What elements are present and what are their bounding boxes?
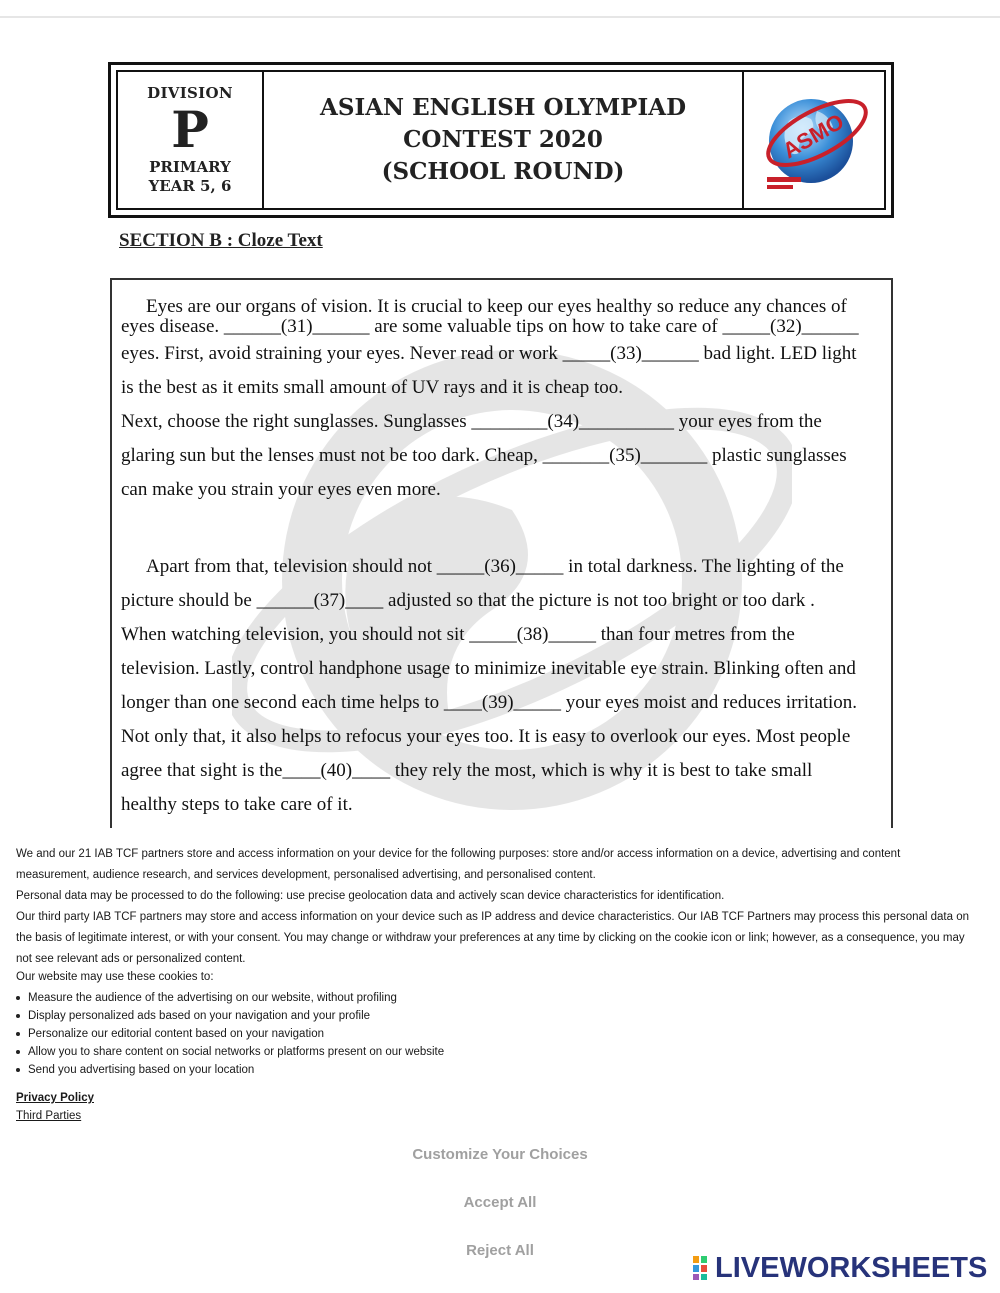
logo-text: ASMO bbox=[778, 108, 849, 164]
division-label: DIVISION bbox=[147, 84, 233, 102]
privacy-policy-link[interactable]: Privacy Policy bbox=[16, 1092, 94, 1104]
passage-line: is the best as it emits small amount of UV rays and it is cheap too. bbox=[121, 377, 624, 398]
division-panel bbox=[118, 72, 264, 208]
paragraph-2 bbox=[121, 550, 886, 822]
brand-name: LIVEWORKSHEETS bbox=[715, 1252, 988, 1284]
title-line2: CONTEST 2020 bbox=[403, 126, 603, 153]
consent-text-cookies-intro: Our website may use these cookies to: bbox=[16, 971, 214, 983]
consent-text-partners: Our third party IAB TCF partners may store and access information on your device such as IP address and device characteristics. Our IAB TCF Partners may process this personal data on the basis of legitimate interest, or with your consent. You may change or withdraw your preferences at any time by clicking on the cookie icon or link; however, as a consequence, you may not see relevant ads or personalized content. bbox=[16, 911, 970, 965]
consent-text-personal-data: Personal data may be processed to do the following: use precise geolocation data and actively scan device characteristics for identification. bbox=[16, 890, 725, 902]
passage-line: television. Lastly, control handphone usage to minimize inevitable eye strain. Blinking often and bbox=[121, 658, 856, 679]
passage-line: healthy steps to take care of it. bbox=[121, 794, 353, 815]
contest-header bbox=[108, 62, 894, 218]
passage-line: Not only that, it also helps to refocus your eyes too. It is easy to overlook our eyes. Most people bbox=[121, 726, 851, 747]
passage-line: Eyes are our organs of vision. It is crucial to keep our eyes healthy so reduce any chances of bbox=[146, 296, 847, 317]
title-line3: (SCHOOL ROUND) bbox=[381, 158, 625, 185]
cookie-purpose-list bbox=[16, 989, 444, 1079]
passage-line: glaring sun but the lenses must not be too dark. Cheap, _______(35)_______ plastic sunglasses bbox=[121, 445, 847, 466]
reject-all-button[interactable]: Reject All bbox=[300, 1242, 700, 1259]
list-item: Personalize our editorial content based on your navigation bbox=[16, 1025, 444, 1043]
liveworksheets-logo-icon bbox=[693, 1256, 715, 1280]
list-item: Send you advertising based on your location bbox=[16, 1061, 444, 1079]
contest-header-inner bbox=[116, 70, 886, 210]
asmo-logo bbox=[744, 72, 884, 208]
contest-title bbox=[264, 72, 744, 208]
cloze-passage-box bbox=[110, 278, 893, 828]
passage-line: eyes disease. ______(31)______ are some valuable tips on how to take care of _____(32)______ bbox=[121, 316, 859, 337]
consent-text-purposes: We and our 21 IAB TCF partners store and access information on your device for the following purposes: store and/or access information on a device, advertising and content measurement, audience research, and services development, personalised advertising, and personalised content. bbox=[16, 848, 901, 881]
title-line1: ASIAN ENGLISH OLYMPIAD bbox=[319, 94, 687, 121]
list-item: Allow you to share content on social networks or platforms present on our website bbox=[16, 1043, 444, 1061]
accept-all-button[interactable]: Accept All bbox=[300, 1194, 700, 1211]
level-line2: YEAR 5, 6 bbox=[148, 177, 232, 195]
globe-logo-icon bbox=[755, 81, 873, 199]
division-letter: P bbox=[171, 100, 209, 159]
cookie-consent-banner bbox=[0, 828, 1000, 1293]
paragraph-1 bbox=[121, 297, 886, 507]
passage-line: agree that sight is the____(40)____ they rely the most, which is why it is best to take small bbox=[121, 760, 813, 781]
third-parties-link[interactable]: Third Parties bbox=[16, 1110, 82, 1122]
passage-line: eyes. First, avoid straining your eyes. Never read or work _____(33)______ bad light. LED light bbox=[121, 343, 857, 364]
worksheet-page bbox=[0, 18, 1000, 828]
passage-line: When watching television, you should not sit _____(38)_____ than four metres from the bbox=[121, 624, 795, 645]
passage-line: picture should be ______(37)____ adjusted so that the picture is not too bright or too dark . bbox=[121, 590, 815, 611]
passage-line: Apart from that, television should not _____(36)_____ in total darkness. The lighting of the bbox=[146, 556, 844, 577]
liveworksheets-brand[interactable] bbox=[693, 1252, 987, 1284]
customize-choices-button[interactable]: Customize Your Choices bbox=[300, 1146, 700, 1163]
passage-line: longer than one second each time helps to ____(39)_____ your eyes moist and reduces irritation. bbox=[121, 692, 858, 713]
passage-line: Next, choose the right sunglasses. Sunglasses ________(34)__________ your eyes from the bbox=[121, 411, 822, 432]
level-line1: PRIMARY bbox=[149, 158, 231, 176]
section-title: SECTION B : Cloze Text bbox=[119, 230, 323, 251]
list-item: Measure the audience of the advertising on our website, without profiling bbox=[16, 989, 444, 1007]
passage-line: can make you strain your eyes even more. bbox=[121, 479, 441, 500]
list-item: Display personalized ads based on your navigation and your profile bbox=[16, 1007, 444, 1025]
